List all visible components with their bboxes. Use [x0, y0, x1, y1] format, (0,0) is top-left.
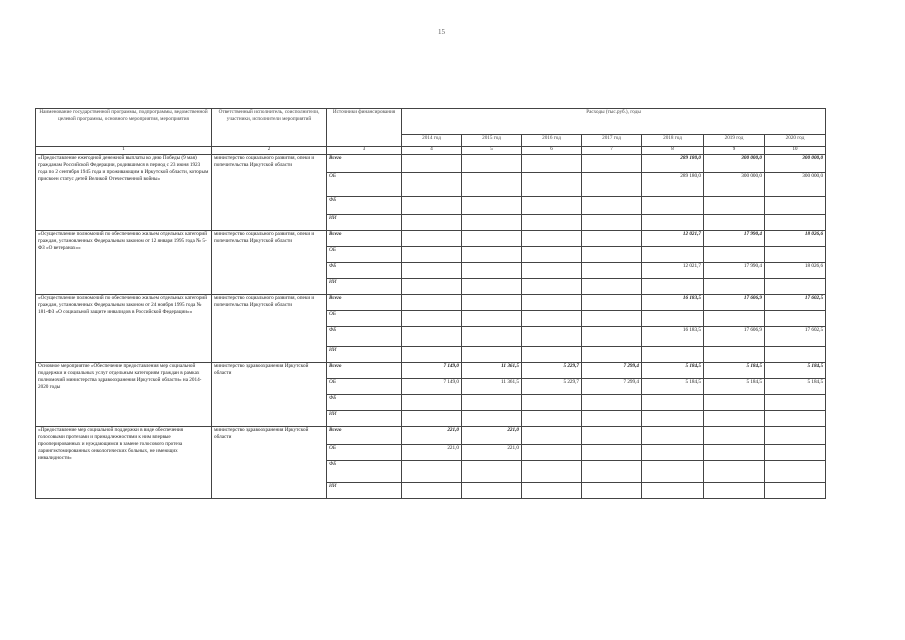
source-value [642, 247, 704, 263]
source-value [462, 461, 522, 483]
source-value [582, 215, 642, 231]
measure-name: «Предоставление мер социальной поддержки в виде обеспечения голосовыми протезами и принадлежностями к ним впервые прооперированных и нуждающимся в замене голосового протеза ларингэктомированных онкологических больных, не имеющих инвалидности» [36, 427, 212, 499]
column-number: 6 [522, 147, 582, 155]
source-value [402, 173, 462, 197]
funding-source-label: ОБ [327, 379, 402, 395]
funding-source-label: ФБ [327, 197, 402, 215]
source-value: 11 361,5 [462, 379, 522, 395]
total-value [765, 427, 826, 445]
funding-source-label: ФБ [327, 263, 402, 279]
source-value [765, 445, 826, 461]
source-value [402, 197, 462, 215]
source-value [402, 263, 462, 279]
header-year: 2016 год [522, 135, 582, 147]
total-value [582, 155, 642, 173]
source-value [402, 215, 462, 231]
source-value [582, 279, 642, 295]
source-value [582, 247, 642, 263]
source-value [642, 395, 704, 411]
total-value [402, 231, 462, 247]
total-value [582, 427, 642, 445]
total-value: 289 180,0 [642, 155, 704, 173]
source-value [522, 347, 582, 363]
column-number: 2 [212, 147, 327, 155]
table-row [36, 231, 826, 247]
total-value: 18 026,6 [765, 231, 826, 247]
total-value: 300 000,0 [704, 155, 765, 173]
header-year: 2019 год [704, 135, 765, 147]
total-value: 7 149,0 [402, 363, 462, 379]
source-value [522, 215, 582, 231]
funding-source-label: ИИ [327, 215, 402, 231]
source-value [402, 247, 462, 263]
total-value: 221,0 [462, 427, 522, 445]
source-value: 7 299,4 [582, 379, 642, 395]
source-value [704, 483, 765, 499]
source-value [704, 215, 765, 231]
source-value [462, 347, 522, 363]
source-value [582, 461, 642, 483]
column-number: 1 [36, 147, 212, 155]
total-value: 16 183,5 [642, 295, 704, 311]
source-value [522, 445, 582, 461]
source-value [402, 347, 462, 363]
source-value: 17 606,9 [704, 327, 765, 347]
total-value: 11 361,5 [462, 363, 522, 379]
source-value [462, 263, 522, 279]
funding-source-label: ИИ [327, 483, 402, 499]
source-value: 5 184,5 [704, 379, 765, 395]
table-row [36, 427, 826, 445]
header-year: 2015 год [462, 135, 522, 147]
source-value [462, 395, 522, 411]
total-value: 300 000,0 [765, 155, 826, 173]
total-value [522, 231, 582, 247]
source-value [704, 247, 765, 263]
funding-source-label: Всего [327, 295, 402, 311]
source-value [642, 279, 704, 295]
source-value [402, 483, 462, 499]
header-executor: Ответственный исполнитель, соисполнители, участники, исполнители мероприятий [212, 109, 327, 147]
source-value [462, 173, 522, 197]
funding-source-label: Всего [327, 231, 402, 247]
funding-source-label: Всего [327, 155, 402, 173]
source-value [582, 483, 642, 499]
column-number: 9 [704, 147, 765, 155]
column-number: 3 [327, 147, 402, 155]
source-value [522, 395, 582, 411]
total-value: 17 990,4 [704, 231, 765, 247]
budget-table [35, 108, 826, 499]
source-value: 5 184,5 [765, 379, 826, 395]
source-value [704, 311, 765, 327]
source-value [765, 247, 826, 263]
source-value: 7 149,0 [402, 379, 462, 395]
total-value [522, 427, 582, 445]
column-number: 5 [462, 147, 522, 155]
source-value [522, 327, 582, 347]
table-row [36, 155, 826, 173]
source-value: 300 000,0 [765, 173, 826, 197]
total-value: 7 299,4 [582, 363, 642, 379]
page-number: 15 [438, 28, 445, 36]
funding-source-label: ОБ [327, 445, 402, 461]
source-value [582, 311, 642, 327]
measure-executor: министерство здравоохранения Иркутской области [212, 363, 327, 427]
source-value [522, 279, 582, 295]
total-value [582, 231, 642, 247]
measure-executor: министерство социального развития, опеки и попечительства Иркутской области [212, 231, 327, 295]
source-value [582, 411, 642, 427]
source-value [704, 411, 765, 427]
source-value [402, 461, 462, 483]
source-value [582, 263, 642, 279]
source-value [642, 461, 704, 483]
total-value: 17 606,9 [704, 295, 765, 311]
funding-source-label: ИИ [327, 279, 402, 295]
source-value [462, 327, 522, 347]
header-year: 2018 год [642, 135, 704, 147]
source-value: 18 026,6 [765, 263, 826, 279]
source-value [642, 411, 704, 427]
source-value [462, 483, 522, 499]
total-value [582, 295, 642, 311]
funding-source-label: ОБ [327, 311, 402, 327]
column-number: 10 [765, 147, 826, 155]
funding-source-label: Всего [327, 427, 402, 445]
source-value [582, 197, 642, 215]
source-value [402, 327, 462, 347]
source-value [642, 311, 704, 327]
total-value: 5 184,5 [704, 363, 765, 379]
source-value [642, 347, 704, 363]
source-value [462, 411, 522, 427]
source-value: 17 602,5 [765, 327, 826, 347]
source-value [765, 461, 826, 483]
measure-name: Основное мероприятие «Обеспечение предоставления мер социальной поддержки и социальных услуг отдельным категориям граждан в рамках полномочий министерства здравоохранения Иркутской области» на 2014-2020 годы [36, 363, 212, 427]
source-value [765, 411, 826, 427]
source-value: 221,0 [462, 445, 522, 461]
total-value [642, 427, 704, 445]
measure-name: «Предоставление ежегодной денежной выплаты ко дню Победы (9 мая) гражданам Российской Федерации, родившимся в период с 23 июня 1923 года по 2 сентября 1945 года и проживающим в Иркутской области, которым присвоен статус детей Великой Отечественной войны» [36, 155, 212, 231]
source-value [582, 327, 642, 347]
measure-name: «Осуществление полномочий по обеспечению жильем отдельных категорий граждан, установленных Федеральным законом от 24 ноября 1995 года № 181-ФЗ «О социальной защите инвалидов в Российской Федерации»» [36, 295, 212, 363]
source-value [522, 483, 582, 499]
source-value [462, 279, 522, 295]
total-value: 12 021,7 [642, 231, 704, 247]
funding-source-label: ИИ [327, 347, 402, 363]
source-value [704, 197, 765, 215]
source-value: 5 229,7 [522, 379, 582, 395]
source-value [765, 197, 826, 215]
source-value [402, 311, 462, 327]
funding-source-label: Всего [327, 363, 402, 379]
source-value [765, 279, 826, 295]
source-value: 221,0 [402, 445, 462, 461]
total-value: 17 602,5 [765, 295, 826, 311]
source-value: 5 184,5 [642, 379, 704, 395]
source-value [765, 395, 826, 411]
source-value [462, 215, 522, 231]
total-value [522, 155, 582, 173]
source-value [582, 445, 642, 461]
total-value: 5 184,5 [765, 363, 826, 379]
total-value: 5 229,7 [522, 363, 582, 379]
total-value [704, 427, 765, 445]
header-year: 2014 год [402, 135, 462, 147]
source-value: 300 000,0 [704, 173, 765, 197]
funding-source-label: ОБ [327, 173, 402, 197]
source-value [522, 461, 582, 483]
source-value: 12 021,7 [642, 263, 704, 279]
source-value [522, 263, 582, 279]
column-number: 4 [402, 147, 462, 155]
source-value: 17 990,4 [704, 263, 765, 279]
source-value [765, 483, 826, 499]
total-value [462, 231, 522, 247]
header-year: 2020 год [765, 135, 826, 147]
total-value [462, 295, 522, 311]
funding-source-label: ОБ [327, 247, 402, 263]
source-value [704, 347, 765, 363]
source-value [704, 445, 765, 461]
header-expenses: Расходы (тыс.руб.), годы [402, 109, 826, 135]
source-value [402, 411, 462, 427]
source-value [522, 247, 582, 263]
column-number: 7 [582, 147, 642, 155]
source-value [765, 347, 826, 363]
source-value [402, 395, 462, 411]
source-value [765, 311, 826, 327]
source-value [462, 311, 522, 327]
source-value [462, 247, 522, 263]
measure-executor: министерство социального развития, опеки и попечительства Иркутской области [212, 295, 327, 363]
header-name: Наименование государственной программы, подпрограммы, ведомственной целевой программы, основного мероприятия, мероприятия [36, 109, 212, 147]
funding-source-label: ФБ [327, 327, 402, 347]
funding-source-label: ФБ [327, 461, 402, 483]
funding-source-label: ФБ [327, 395, 402, 411]
source-value [522, 311, 582, 327]
total-value: 5 184,5 [642, 363, 704, 379]
source-value [704, 395, 765, 411]
source-value [765, 215, 826, 231]
source-value [402, 279, 462, 295]
source-value [462, 197, 522, 215]
source-value [704, 279, 765, 295]
table-row [36, 295, 826, 311]
source-value [522, 197, 582, 215]
source-value [642, 445, 704, 461]
funding-source-label: ИИ [327, 411, 402, 427]
header-source: Источники финансирования [327, 109, 402, 147]
source-value [522, 411, 582, 427]
source-value: 16 183,5 [642, 327, 704, 347]
source-value [642, 483, 704, 499]
total-value [522, 295, 582, 311]
header-year: 2017 год [582, 135, 642, 147]
source-value [642, 197, 704, 215]
total-value [462, 155, 522, 173]
source-value [582, 395, 642, 411]
source-value [642, 215, 704, 231]
table-row [36, 363, 826, 379]
measure-name: «Осуществление полномочий по обеспечению жильем отдельных категорий граждан, установленных Федеральным законом от 12 января 1995 года № 5-ФЗ «О ветеранах»» [36, 231, 212, 295]
source-value [582, 173, 642, 197]
source-value [704, 461, 765, 483]
column-number: 8 [642, 147, 704, 155]
measure-executor: министерство социального развития, опеки и попечительства Иркутской области [212, 155, 327, 231]
total-value: 221,0 [402, 427, 462, 445]
source-value [522, 173, 582, 197]
source-value: 289 180,0 [642, 173, 704, 197]
total-value [402, 155, 462, 173]
total-value [402, 295, 462, 311]
measure-executor: министерство здравоохранения Иркутской области [212, 427, 327, 499]
source-value [582, 347, 642, 363]
